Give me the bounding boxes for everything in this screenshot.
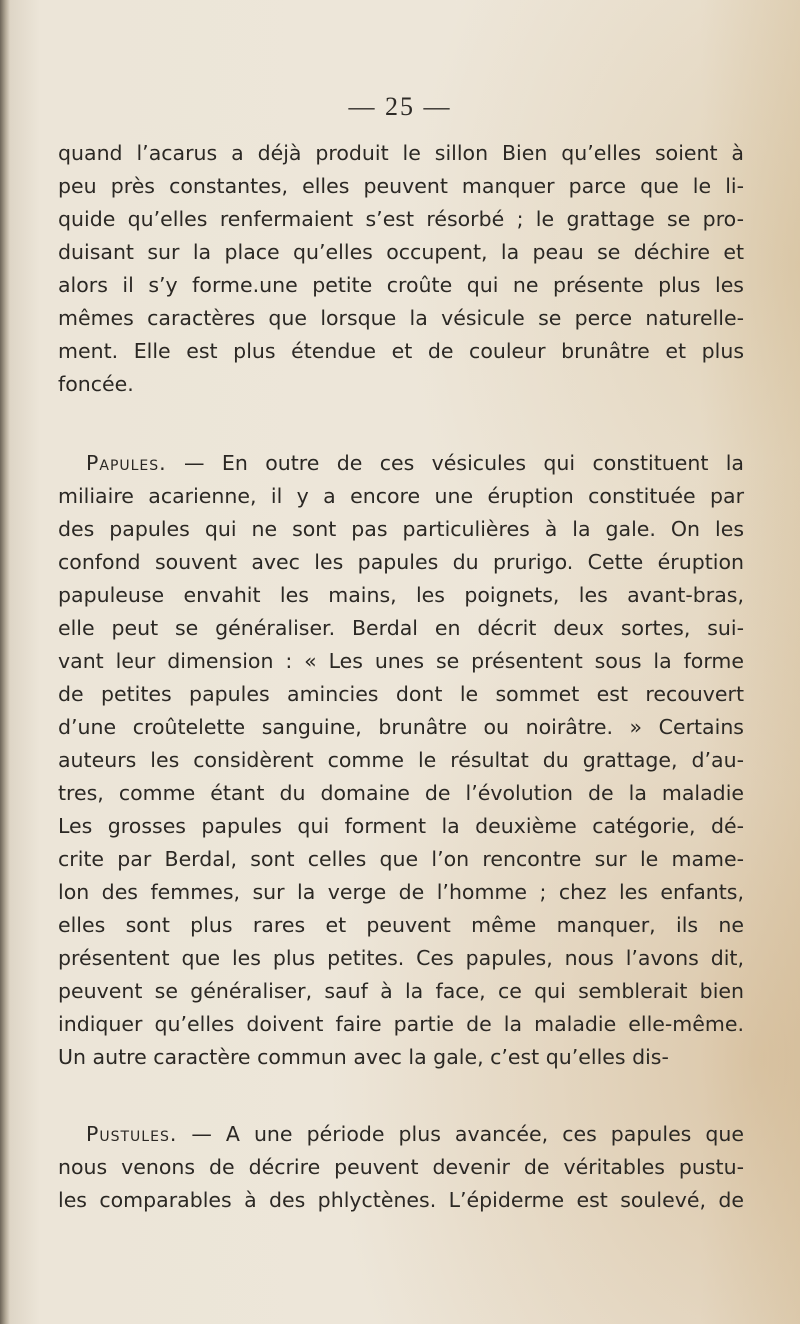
paragraph-vesicules bbox=[58, 137, 744, 401]
text-line: alors il s’y forme.une petite croûte qui ne présente plus les bbox=[58, 273, 744, 297]
text-line: de petites papules amincies dont le sommet est recouvert bbox=[58, 682, 744, 706]
text-line-first bbox=[58, 447, 744, 480]
paragraph-pustules bbox=[58, 1118, 744, 1217]
text-line: elle peut se généraliser. Berdal en décrit deux sortes, sui- bbox=[58, 616, 744, 640]
text-line: tres, comme étant du domaine de l’évolution de la maladie bbox=[58, 781, 744, 805]
text-line: miliaire acarienne, il y a encore une éruption constituée par bbox=[58, 484, 744, 508]
text-line: mêmes caractères que lorsque la vésicule se perce naturelle- bbox=[58, 306, 744, 330]
text-line: elles sont plus rares et peuvent même manquer, ils ne bbox=[58, 913, 744, 937]
text-line: quand l’acarus a déjà produit le sillon Bien qu’elles soient à bbox=[58, 141, 744, 165]
text-line: confond souvent avec les papules du prurigo. Cette éruption bbox=[58, 550, 744, 574]
text-line: Un autre caractère commun avec la gale, c’est qu’elles dis- bbox=[58, 1045, 669, 1069]
text-line: présentent que les plus petites. Ces papules, nous l’avons dit, bbox=[58, 946, 744, 970]
section-heading-pustules: Pustules. bbox=[86, 1122, 178, 1146]
text-line: quide qu’elles renfermaient s’est résorbé ; le grattage se pro- bbox=[58, 207, 744, 231]
text-line: vant leur dimension : « Les unes se présentent sous la forme bbox=[58, 649, 744, 673]
text-line: lon des femmes, sur la verge de l’homme ; chez les enfants, bbox=[58, 880, 744, 904]
section-heading-papules: Papules. bbox=[86, 451, 167, 475]
text-line: foncée. bbox=[58, 372, 134, 396]
text-line: duisant sur la place qu’elles occupent, la peau se déchire et bbox=[58, 240, 744, 264]
text-line: Les grosses papules qui forment la deuxième catégorie, dé- bbox=[58, 814, 744, 838]
text-line: auteurs les considèrent comme le résultat du grattage, d’au- bbox=[58, 748, 744, 772]
text-run: — En outre de ces vésicules qui constituent la bbox=[166, 451, 744, 475]
text-line: crite par Berdal, sont celles que l’on rencontre sur le mame- bbox=[58, 847, 744, 871]
book-spine-shadow bbox=[0, 0, 10, 1324]
text-line-first bbox=[58, 1118, 744, 1151]
text-line: des papules qui ne sont pas particulières à la gale. On les bbox=[58, 517, 744, 541]
text-line: papuleuse envahit les mains, les poignets, les avant-bras, bbox=[58, 583, 744, 607]
paragraph-papules bbox=[58, 447, 744, 1074]
text-line: les comparables à des phlyctènes. L’épiderme est soulevé, de bbox=[58, 1188, 744, 1212]
text-line: peu près constantes, elles peuvent manquer parce que le li- bbox=[58, 174, 744, 198]
text-run: — A une période plus avancée, ces papules que bbox=[177, 1122, 744, 1146]
text-line: peuvent se généraliser, sauf à la face, ce qui semblerait bien bbox=[58, 979, 744, 1003]
text-line: d’une croûtelette sanguine, brunâtre ou noirâtre. » Certains bbox=[58, 715, 744, 739]
text-line: ment. Elle est plus étendue et de couleur brunâtre et plus bbox=[58, 339, 744, 363]
page-number: — 25 — bbox=[348, 92, 452, 121]
text-line: indiquer qu’elles doivent faire partie de la maladie elle-même. bbox=[58, 1012, 744, 1036]
text-line: nous venons de décrire peuvent devenir de véritables pustu- bbox=[58, 1155, 744, 1179]
